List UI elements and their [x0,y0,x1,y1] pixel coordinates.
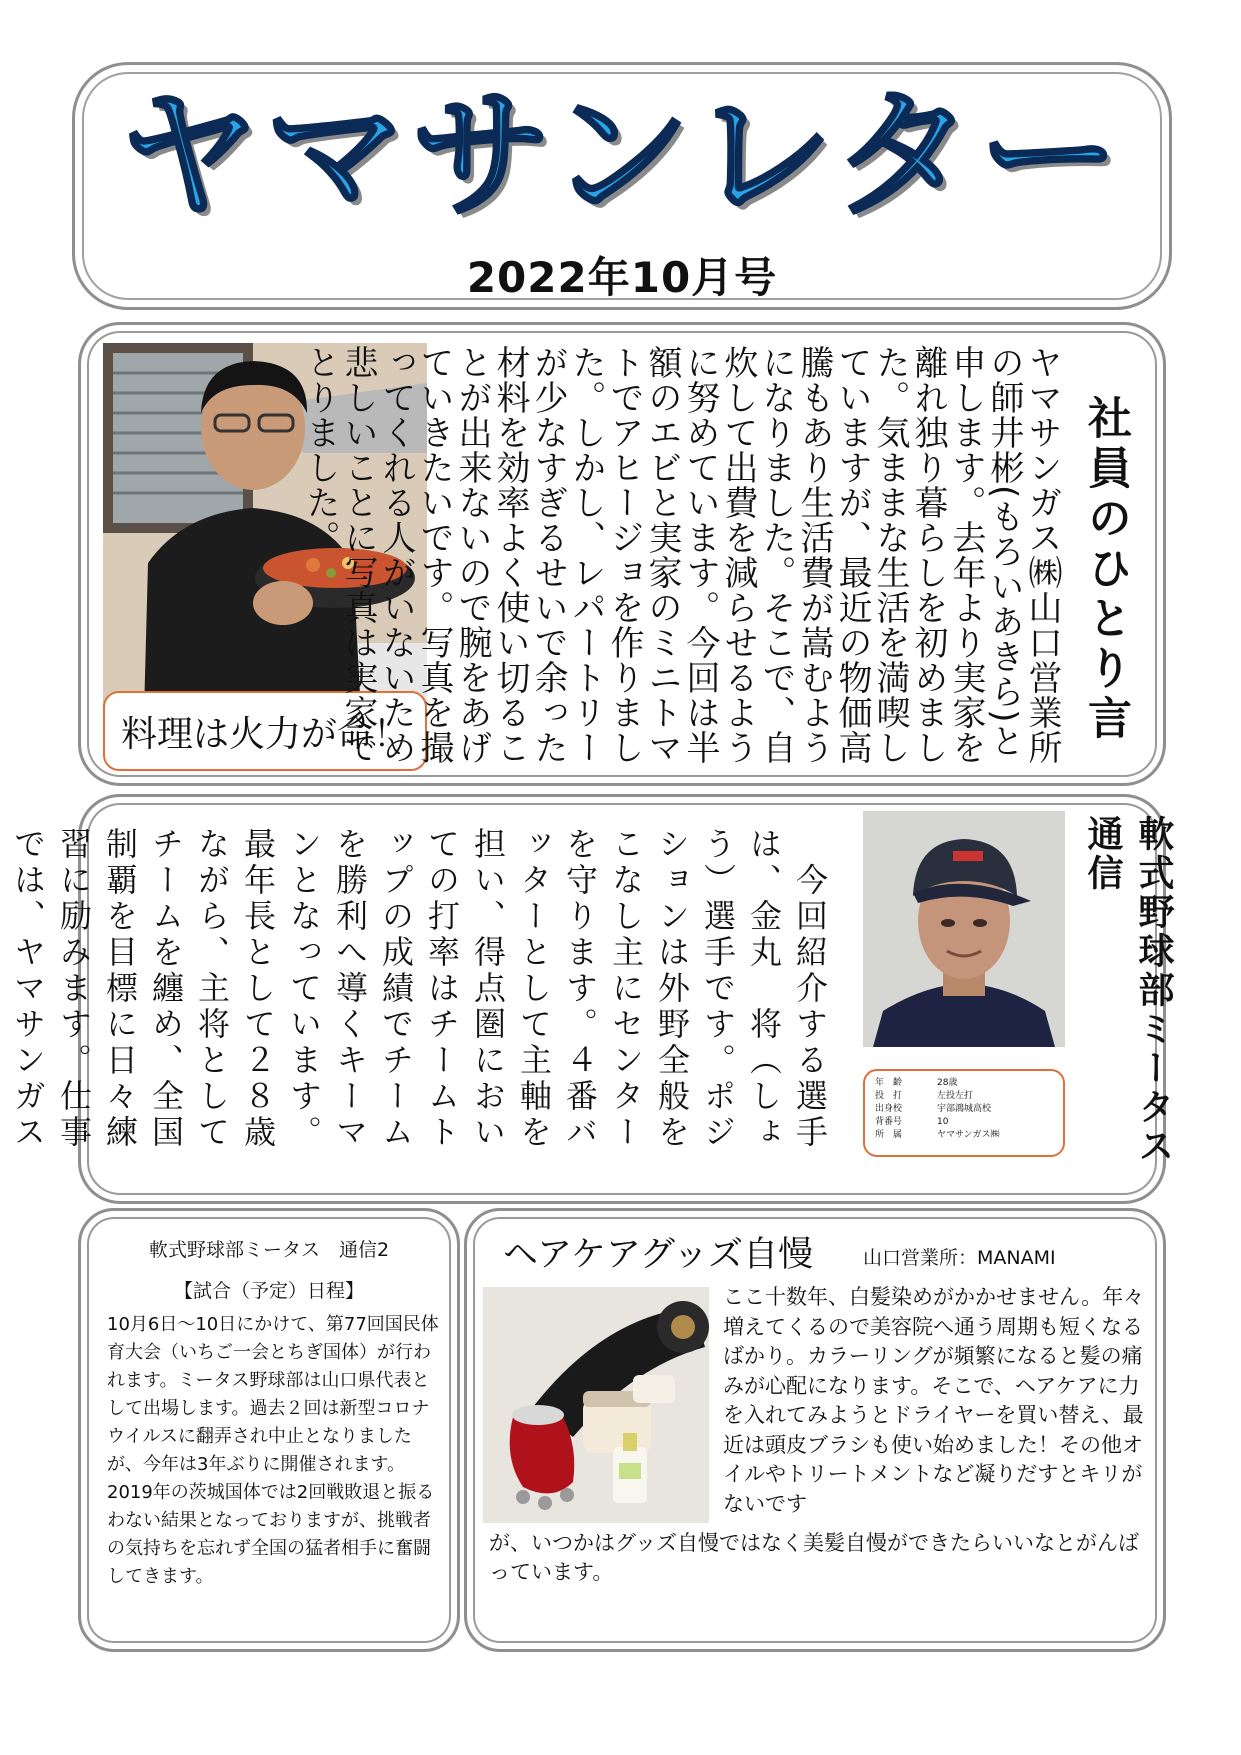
staff-article-text: ヤマサンガス㈱山口営業所の師井彬(もろいあきら)と申します。去年より実家を離れ独り暮らしを初めました。気ままな生活を満喫していますが、最近の物価高騰もあり生活費が嵩むようになりました。そこで、自炊して出費を減らせるように努めています。今回は半額のエビと実家のミニトマトでアヒージョを作りました。しかし、レパートリーが少なすぎるせいで余った材料を効率よく使い切ることが出来ないので腕をあげていきたいです。写真を撮ってくれる人がいないため悲しいことに写真は実家でとりました。 [300,345,1062,765]
hair-care-text-top: ここ十数年、白髪染めがかかせません。年々増えてくるので美容院へ通う周期も短くなるばかり。カラーリングが頻繁になると髪の痛みが心配になります。そこで、ヘアケアに力を入れてみようとドライヤーを買い替え、最近は頭皮ブラシも使い始めました！その他オイルやトリートメントなど凝りだすとキリがないです [723,1285,1145,1516]
profile-row: 年 齢 28歳 [875,1078,958,1088]
schedule-title: 軟式野球部ミータス 通信2 [148,1239,390,1261]
newsletter-title: ヤマサンレター [119,75,1125,238]
staff-voice-section [78,322,1166,786]
profile-row: 出身校 宇部鴻城高校 [875,1104,992,1114]
hair-products-photo [483,1287,709,1523]
player-profile-box [863,1069,1065,1157]
profile-row: 所 属 ヤマサンガス㈱ [875,1130,1000,1140]
schedule-body: 10月6日～10日にかけて、第77回国民体育大会（いちご一会とちぎ国体）が行われます。ミータス野球部は山口県代表として出場します。過去２回は新型コロナウイルスに翻弄され中止となりましたが、今年は3年ぶりに開催されます。2019年の茨城国体では2回戦敗退と振るわない結果となっておりますが、挑戦者の気持ちを忘れず全国の猛者相手に奮闘してきます。 [107,1314,439,1587]
issue-date: 2022年10月号 [466,253,778,302]
profile-row: 投 打 左投左打 [875,1091,974,1101]
player-portrait-photo [863,811,1065,1047]
hair-care-section [464,1208,1166,1652]
schedule-section [78,1208,460,1652]
masthead [72,62,1172,310]
schedule-subtitle: 【試合（予定）日程】 [173,1280,364,1302]
player-article-text: 今回紹介する選手は、金丸 将（しょう）選手です。ポジションは外野全般をこなし主にセンターを守ります。４番バッターとして主軸を担い、得点圏においての打率はチームトップの成績でチームを勝利へ導くキーマンとなっています。最年長として２８歳ながら、主将としてチームを纏め、全国制覇を目標に日々練習に励みます。仕事では、ヤマサンガス [9,827,829,1151]
baseball-section [9,794,1174,1204]
section-heading-staff: 社員のひとり言 [1080,395,1131,745]
profile-row: 背番号 10 [875,1117,949,1127]
hair-care-byline: 山口営業所：MANAMI [863,1247,1056,1269]
hair-care-text-bottom: が、いつかはグッズ自慢ではなく美髪自慢ができたらいいなとがんばっています。 [489,1531,1139,1584]
section-heading-baseball: 軟式野球部ミータス通信 [1082,815,1174,1166]
photo-caption: 料理は火力が命！ [103,691,427,771]
hair-care-title: ヘアケアグッズ自慢 [503,1235,814,1275]
